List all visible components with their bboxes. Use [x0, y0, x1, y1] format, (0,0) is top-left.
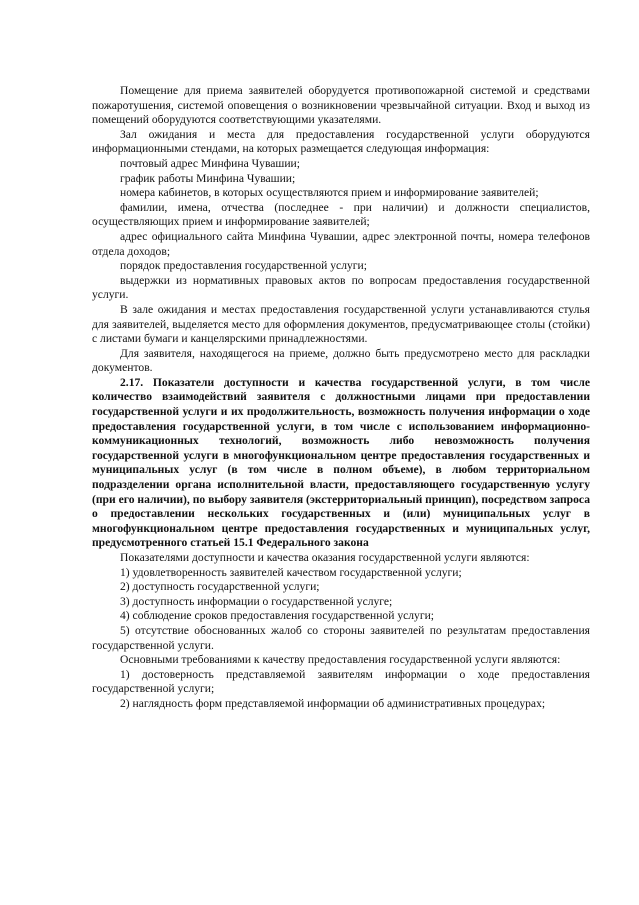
paragraph-work-schedule: график работы Минфина Чувашии; [120, 171, 296, 185]
list-item-accessibility: 2) доступность государственной услуги; [120, 580, 320, 594]
paragraph-indicators: Показателями доступности и качества оказания государственной услуги являются: [120, 551, 530, 564]
paragraph-document-place: Для заявителя, находящегося на приеме, должно быть предусмотрено место для раскладки документов. [92, 346, 590, 375]
paragraph-procedure: порядок предоставления государственной услуги; [120, 259, 367, 273]
list-item-no-complaints: 5) отсутствие обоснованных жалоб со стороны заявителей по результатам предоставления государственной услуги. [92, 623, 590, 652]
paragraph-legal-excerpts: выдержки из нормативных правовых актов по вопросам предоставления государственной услуги. [92, 273, 590, 302]
list-item-deadlines: 4) соблюдение сроков предоставления государственной услуги; [120, 609, 435, 623]
paragraph-info-stands: Зал ожидания и места для предоставления государственной услуги оборудуются информационными стендами, на которых размещается следующая информация: [92, 127, 590, 156]
list-item-reliability: 1) достоверность представляемой заявителям информации о ходе предоставления государственной услуги; [92, 667, 590, 696]
section-heading-2-17: 2.17. Показатели доступности и качества государственной услуги, в том числе количество взаимодействий заявителя с должностными лицами при предоставлении государственной услуги и их продолжительность, возможность получения информации о ходе предоставления государственной услуги, в том числе с использованием информационно-коммуникационных технологий, возможность либо невозможность получения государственной услуги в многофункциональном центре предоставления государственных и муниципальных услуг (в том числе в полном объеме), в любом территориальном подразделении органа исполнительной власти, предоставляющего государственную услугу (при его наличии), по выбору заявителя (экстерриториальный принцип), посредством запроса о предоставлении нескольких государственных и (или) муниципальных услуг в многофункциональном центре предоставления государственных и муниципальных услуг, предусмотренного статьей 15.1 Федерального закона [92, 375, 590, 550]
paragraph-website-address: адрес официального сайта Минфина Чувашии, адрес электронной почты, номера телефонов отдела доходов; [92, 229, 590, 258]
list-item-satisfaction: 1) удовлетворенность заявителей качеством государственной услуги; [120, 565, 462, 579]
paragraph-postal-address: почтовый адрес Минфина Чувашии; [120, 156, 300, 170]
paragraph-specialists: фамилии, имена, отчества (последнее - при наличии) и должности специалистов, осуществляющих прием и информирование заявителей; [92, 200, 590, 229]
paragraph-office-numbers: номера кабинетов, в которых осуществляются прием и информирование заявителей; [120, 186, 539, 200]
paragraph-waiting-hall: В зале ожидания и местах предоставления государственной услуги устанавливаются стулья для заявителей, выделяется место для оформления документов, предусматривающее столы (стойки) с листами бумаги и канцелярскими принадлежностями. [92, 302, 590, 346]
list-item-clarity: 2) наглядность форм представляемой информации об административных процедурах; [120, 696, 546, 710]
paragraph-quality-requirements: Основными требованиями к качеству предоставления государственной услуги являются: [120, 653, 561, 667]
list-item-info-accessibility: 3) доступность информации о государственной услуге; [120, 594, 393, 608]
paragraph-fire-safety: Помещение для приема заявителей оборудуется противопожарной системой и средствами пожаротушения, системой оповещения о возникновении чрезвычайной ситуации. Вход и выход из помещений оборудуются соответствующими указателями. [92, 84, 590, 127]
